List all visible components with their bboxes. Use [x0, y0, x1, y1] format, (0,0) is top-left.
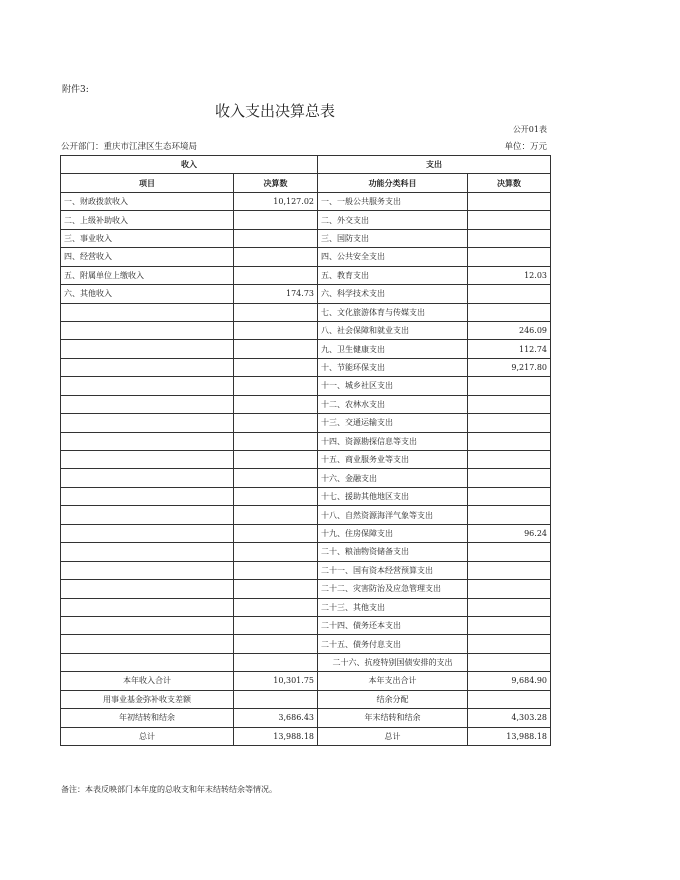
- income-amount-cell: [234, 451, 318, 469]
- table-row: [61, 303, 551, 321]
- income-amount-cell: [234, 321, 318, 339]
- expense-amount-cell: [468, 192, 551, 210]
- income-amount-cell: [234, 303, 318, 321]
- income-item-cell: 五、附属单位上缴收入: [61, 266, 234, 284]
- unit-label: 单位：万元: [504, 142, 547, 152]
- expense-summary-amount-cell: 4,303.28: [468, 709, 551, 727]
- expense-item-cell: 五、教育支出: [318, 266, 468, 284]
- expense-item-cell: 二十一、国有资本经营预算支出: [318, 561, 468, 579]
- expense-summary-amount-cell: 9,684.90: [468, 672, 551, 690]
- expense-item-cell: 十一、城乡社区支出: [318, 377, 468, 395]
- expense-amount-cell: [468, 598, 551, 616]
- expense-item-cell: 二十二、灾害防治及应急管理支出: [318, 580, 468, 598]
- table-row: [61, 395, 551, 413]
- income-amount-cell: [234, 506, 318, 524]
- income-amount-cell: [234, 248, 318, 266]
- income-amount-cell: [234, 469, 318, 487]
- income-amount-cell: [234, 616, 318, 634]
- expense-item-cell: 四、公共安全支出: [318, 248, 468, 266]
- expense-summary-label-cell: 结余分配: [318, 690, 468, 708]
- income-amount-cell: 174.73: [234, 285, 318, 303]
- table-row: [61, 616, 551, 634]
- expense-item-cell: 二十三、其他支出: [318, 598, 468, 616]
- expense-item-cell: 十八、自然资源海洋气象等支出: [318, 506, 468, 524]
- func-item-header: 功能分类科目: [318, 174, 468, 192]
- income-amount-cell: [234, 211, 318, 229]
- income-summary-label-cell: 总计: [61, 727, 234, 745]
- income-item-cell: [61, 524, 234, 542]
- income-item-cell: [61, 358, 234, 376]
- income-summary-amount-cell: [234, 690, 318, 708]
- form-number: 公开01表: [512, 125, 547, 134]
- table-row: [61, 506, 551, 524]
- table-row: [61, 561, 551, 579]
- table-row: [61, 451, 551, 469]
- income-summary-label-cell: 本年收入合计: [61, 672, 234, 690]
- expense-item-cell: 二十六、抗疫特别国债安排的支出: [318, 653, 468, 671]
- expense-item-cell: 二十五、债务付息支出: [318, 635, 468, 653]
- income-amount-cell: [234, 229, 318, 247]
- table-row: [61, 340, 551, 358]
- expense-item-cell: 七、文化旅游体育与传媒支出: [318, 303, 468, 321]
- department-label: 公开部门：重庆市江津区生态环境局: [61, 142, 198, 152]
- expense-amount-cell: [468, 635, 551, 653]
- income-item-cell: [61, 303, 234, 321]
- income-header: 收入: [61, 156, 318, 174]
- income-amount-cell: [234, 340, 318, 358]
- table-row: [61, 580, 551, 598]
- income-summary-amount-cell: 13,988.18: [234, 727, 318, 745]
- expense-amount-cell: [468, 561, 551, 579]
- income-item-cell: [61, 395, 234, 413]
- expense-amount-cell: [468, 469, 551, 487]
- expense-amount-cell: 96.24: [468, 524, 551, 542]
- income-amount-cell: [234, 524, 318, 542]
- expense-item-cell: 二十四、债务还本支出: [318, 616, 468, 634]
- table-row: [61, 377, 551, 395]
- income-item-cell: 三、事业收入: [61, 229, 234, 247]
- income-amount-cell: [234, 598, 318, 616]
- expense-item-cell: 八、社会保障和就业支出: [318, 321, 468, 339]
- table-row: [61, 414, 551, 432]
- income-amount-cell: [234, 358, 318, 376]
- expense-item-cell: 一、一般公共服务支出: [318, 192, 468, 210]
- income-item-cell: [61, 469, 234, 487]
- income-amount-cell: [234, 395, 318, 413]
- table-row: [61, 432, 551, 450]
- expense-amount-cell: [468, 653, 551, 671]
- income-item-cell: [61, 414, 234, 432]
- attachment-label: 附件3:: [62, 85, 89, 95]
- income-amount-cell: [234, 414, 318, 432]
- table-row: [61, 487, 551, 505]
- expense-amount-cell: 112.74: [468, 340, 551, 358]
- income-item-cell: [61, 432, 234, 450]
- expense-amount-cell: [468, 506, 551, 524]
- income-item-cell: [61, 653, 234, 671]
- expense-amount-cell: [468, 432, 551, 450]
- summary-row: [61, 709, 551, 727]
- expense-summary-label-cell: 本年支出合计: [318, 672, 468, 690]
- table-row: [61, 358, 551, 376]
- summary-row: [61, 727, 551, 745]
- footnote: 备注：本表反映部门本年度的总收支和年末结转结余等情况。: [61, 785, 277, 794]
- income-item-cell: 四、经营收入: [61, 248, 234, 266]
- expense-summary-label-cell: 年末结转和结余: [318, 709, 468, 727]
- expense-summary-label-cell: 总计: [318, 727, 468, 745]
- income-item-cell: [61, 377, 234, 395]
- expense-amount-cell: [468, 451, 551, 469]
- page-title: 收入支出决算总表: [214, 102, 335, 120]
- table-row: [61, 321, 551, 339]
- expense-item-cell: 二、外交支出: [318, 211, 468, 229]
- table-row: [61, 635, 551, 653]
- expense-amount-cell: [468, 580, 551, 598]
- expense-amount-cell: [468, 229, 551, 247]
- income-summary-amount-cell: 3,686.43: [234, 709, 318, 727]
- income-summary-amount-cell: 10,301.75: [234, 672, 318, 690]
- income-item-cell: 一、财政拨款收入: [61, 192, 234, 210]
- income-amount-cell: [234, 487, 318, 505]
- summary-row: [61, 690, 551, 708]
- income-amount-cell: [234, 653, 318, 671]
- income-amount-cell: [234, 266, 318, 284]
- expense-amount-cell: [468, 395, 551, 413]
- table-row: [61, 598, 551, 616]
- income-amount-cell: [234, 377, 318, 395]
- income-amount-cell: [234, 580, 318, 598]
- income-amount-cell: [234, 432, 318, 450]
- table-row: [61, 192, 551, 210]
- expense-amount-cell: [468, 303, 551, 321]
- table-row: [61, 211, 551, 229]
- expense-summary-amount-cell: 13,988.18: [468, 727, 551, 745]
- income-item-cell: [61, 616, 234, 634]
- expense-item-cell: 十二、农林水支出: [318, 395, 468, 413]
- table-row: [61, 524, 551, 542]
- income-item-cell: [61, 487, 234, 505]
- table-row: [61, 266, 551, 284]
- expense-item-cell: 九、卫生健康支出: [318, 340, 468, 358]
- income-item-cell: 二、上级补助收入: [61, 211, 234, 229]
- income-item-cell: [61, 561, 234, 579]
- expense-item-cell: 十七、援助其他地区支出: [318, 487, 468, 505]
- income-amount-cell: 10,127.02: [234, 192, 318, 210]
- table-row: [61, 469, 551, 487]
- expense-amount-cell: [468, 414, 551, 432]
- expense-amount-cell: 9,217.80: [468, 358, 551, 376]
- table-row: [61, 285, 551, 303]
- income-amount-cell: [234, 543, 318, 561]
- income-item-cell: [61, 451, 234, 469]
- income-item-cell: 六、其他收入: [61, 285, 234, 303]
- income-summary-label-cell: 用事业基金弥补收支差额: [61, 690, 234, 708]
- expense-item-cell: 十、节能环保支出: [318, 358, 468, 376]
- income-amount-cell: [234, 561, 318, 579]
- expense-header: 支出: [318, 156, 551, 174]
- expense-amount-cell: [468, 248, 551, 266]
- expense-summary-amount-cell: [468, 690, 551, 708]
- expense-item-cell: 十六、金融支出: [318, 469, 468, 487]
- amount-header: 决算数: [234, 174, 318, 192]
- income-summary-label-cell: 年初结转和结余: [61, 709, 234, 727]
- amount2-header: 决算数: [468, 174, 551, 192]
- income-item-cell: [61, 340, 234, 358]
- table-row: [61, 543, 551, 561]
- item-header: 项目: [61, 174, 234, 192]
- income-item-cell: [61, 580, 234, 598]
- expense-amount-cell: 246.09: [468, 321, 551, 339]
- table-row: [61, 248, 551, 266]
- expense-amount-cell: [468, 285, 551, 303]
- expense-item-cell: 二十、粮油物资储备支出: [318, 543, 468, 561]
- income-item-cell: [61, 543, 234, 561]
- income-expense-table: [60, 155, 551, 746]
- expense-amount-cell: [468, 487, 551, 505]
- expense-item-cell: 十五、商业服务业等支出: [318, 451, 468, 469]
- table-row: [61, 229, 551, 247]
- expense-item-cell: 十三、交通运输支出: [318, 414, 468, 432]
- expense-amount-cell: [468, 211, 551, 229]
- expense-item-cell: 十四、资源勘探信息等支出: [318, 432, 468, 450]
- income-item-cell: [61, 506, 234, 524]
- expense-amount-cell: 12.03: [468, 266, 551, 284]
- expense-item-cell: 十九、住房保障支出: [318, 524, 468, 542]
- expense-amount-cell: [468, 377, 551, 395]
- income-item-cell: [61, 598, 234, 616]
- summary-row: [61, 672, 551, 690]
- income-amount-cell: [234, 635, 318, 653]
- expense-amount-cell: [468, 543, 551, 561]
- expense-item-cell: 六、科学技术支出: [318, 285, 468, 303]
- expense-amount-cell: [468, 616, 551, 634]
- table-row: [61, 653, 551, 671]
- income-item-cell: [61, 321, 234, 339]
- expense-item-cell: 三、国防支出: [318, 229, 468, 247]
- income-item-cell: [61, 635, 234, 653]
